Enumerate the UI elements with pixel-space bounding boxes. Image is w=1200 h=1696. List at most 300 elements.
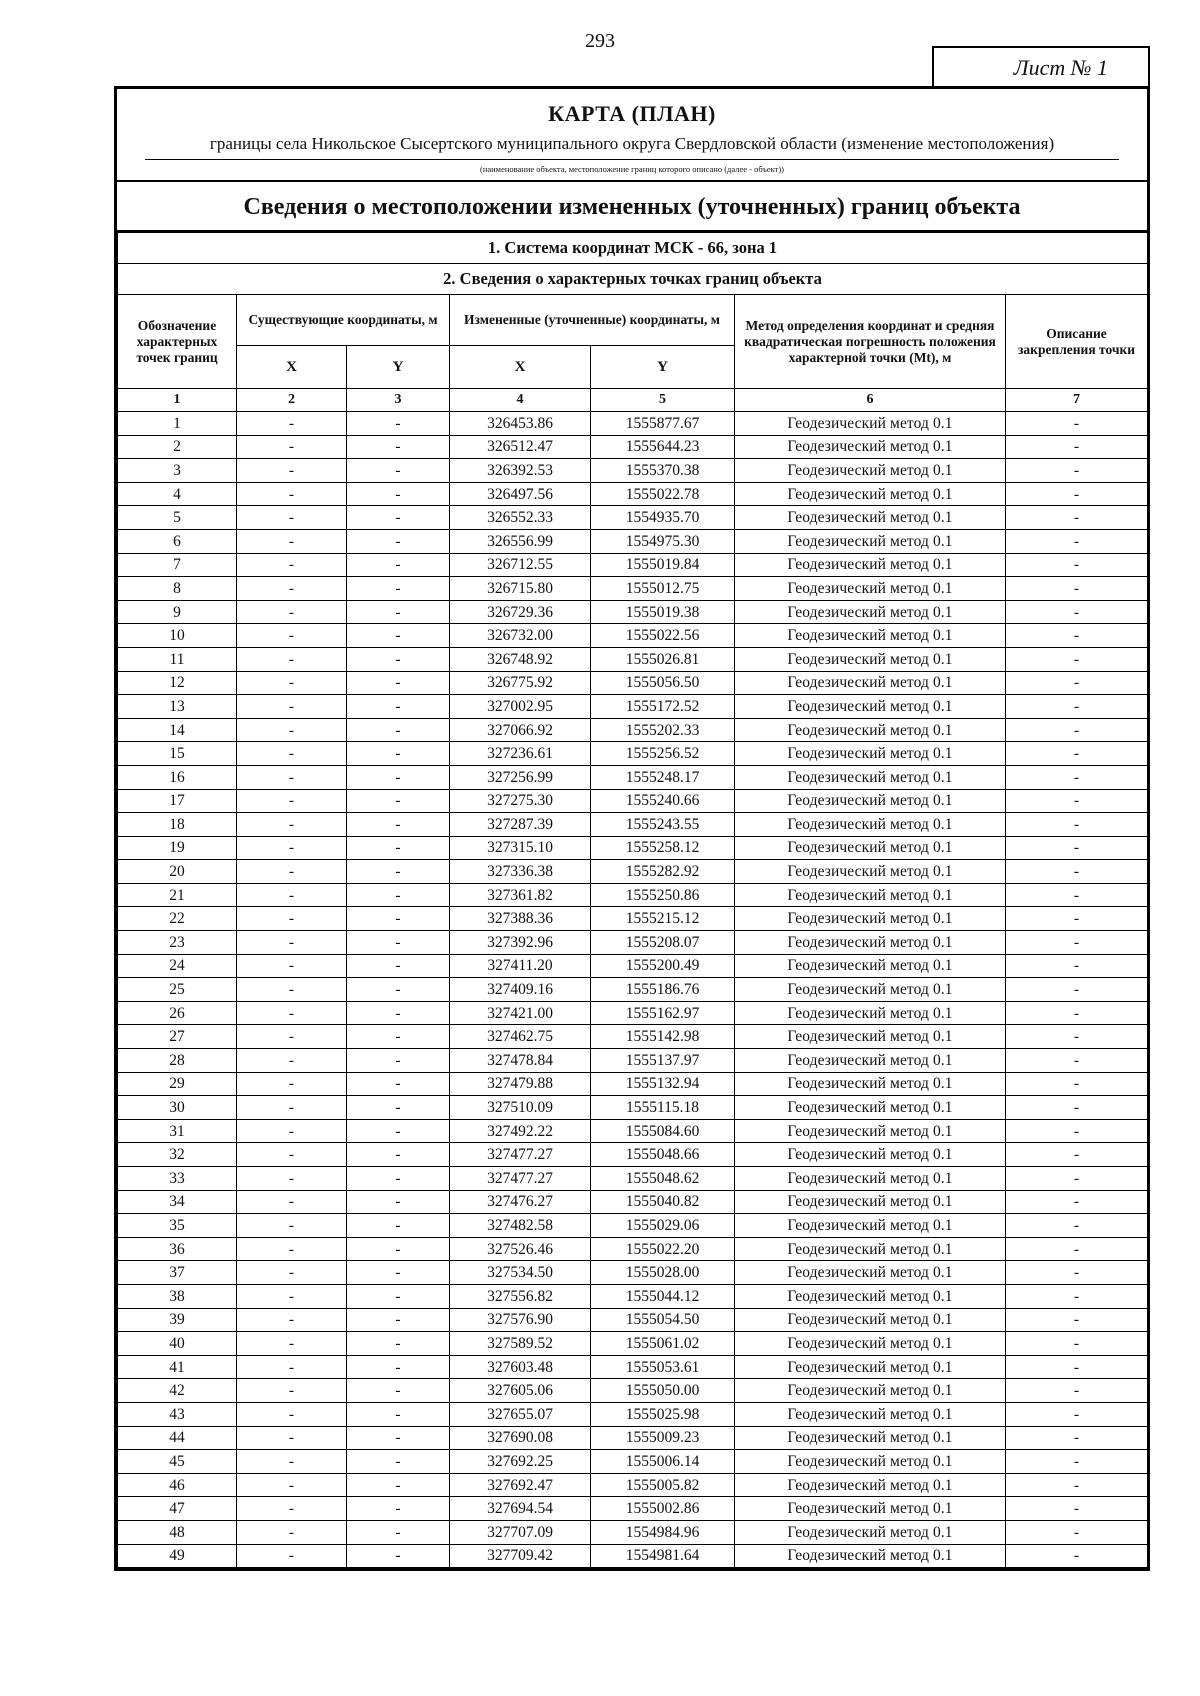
cell-existing-y: -	[347, 647, 450, 671]
cell-updated-y: 1554984.96	[591, 1520, 735, 1544]
cell-existing-x: -	[237, 412, 347, 436]
cell-point-number: 19	[118, 836, 237, 860]
cell-existing-y: -	[347, 412, 450, 436]
cell-updated-y: 1555028.00	[591, 1261, 735, 1285]
cell-fixing-description: -	[1006, 1237, 1148, 1261]
cell-method: Геодезический метод 0.1	[735, 883, 1006, 907]
page-number: 293	[585, 30, 615, 52]
cell-point-number: 11	[118, 647, 237, 671]
cell-existing-x: -	[237, 624, 347, 648]
table-row	[118, 883, 1148, 907]
cell-updated-y: 1555084.60	[591, 1119, 735, 1143]
cell-fixing-description: -	[1006, 813, 1148, 837]
cell-existing-y: -	[347, 482, 450, 506]
cell-method: Геодезический метод 0.1	[735, 624, 1006, 648]
cell-updated-x: 327409.16	[450, 978, 591, 1002]
object-name: границы села Никольское Сысертского муниципального округа Свердловской области (изменение местоположения)	[145, 133, 1119, 160]
cell-method: Геодезический метод 0.1	[735, 1025, 1006, 1049]
table-row	[118, 647, 1148, 671]
cell-updated-x: 327478.84	[450, 1049, 591, 1073]
cell-fixing-description: -	[1006, 1497, 1148, 1521]
cell-updated-y: 1555250.86	[591, 883, 735, 907]
cell-method: Геодезический метод 0.1	[735, 671, 1006, 695]
cell-method: Геодезический метод 0.1	[735, 577, 1006, 601]
table-row	[118, 978, 1148, 1002]
cell-point-number: 8	[118, 577, 237, 601]
cell-fixing-description: -	[1006, 1379, 1148, 1403]
cell-existing-y: -	[347, 954, 450, 978]
cell-method: Геодезический метод 0.1	[735, 435, 1006, 459]
table-row	[118, 1214, 1148, 1238]
cell-existing-y: -	[347, 1072, 450, 1096]
cell-method: Геодезический метод 0.1	[735, 1096, 1006, 1120]
table-row	[118, 600, 1148, 624]
cell-updated-x: 326556.99	[450, 529, 591, 553]
cell-updated-x: 326392.53	[450, 459, 591, 483]
cell-method: Геодезический метод 0.1	[735, 1049, 1006, 1073]
cell-existing-x: -	[237, 1190, 347, 1214]
cell-existing-x: -	[237, 742, 347, 766]
cell-fixing-description: -	[1006, 1049, 1148, 1073]
cell-point-number: 13	[118, 695, 237, 719]
cell-updated-x: 327690.08	[450, 1426, 591, 1450]
col-number-4: 4	[450, 389, 591, 412]
table-row	[118, 1072, 1148, 1096]
cell-point-number: 42	[118, 1379, 237, 1403]
cell-existing-y: -	[347, 553, 450, 577]
cell-point-number: 36	[118, 1237, 237, 1261]
cell-existing-y: -	[347, 624, 450, 648]
cell-point-number: 41	[118, 1355, 237, 1379]
document-frame	[114, 86, 1150, 1568]
cell-existing-x: -	[237, 1096, 347, 1120]
cell-updated-y: 1555025.98	[591, 1402, 735, 1426]
cell-updated-x: 327287.39	[450, 813, 591, 837]
cell-existing-y: -	[347, 671, 450, 695]
cell-updated-y: 1555370.38	[591, 459, 735, 483]
cell-updated-y: 1555162.97	[591, 1001, 735, 1025]
cell-fixing-description: -	[1006, 1143, 1148, 1167]
table-row	[118, 1190, 1148, 1214]
cell-updated-y: 1555022.20	[591, 1237, 735, 1261]
cell-fixing-description: -	[1006, 1214, 1148, 1238]
table-row	[118, 1284, 1148, 1308]
table-row	[118, 813, 1148, 837]
table-row	[118, 1308, 1148, 1332]
cell-existing-y: -	[347, 1355, 450, 1379]
cell-method: Геодезический метод 0.1	[735, 459, 1006, 483]
cell-method: Геодезический метод 0.1	[735, 529, 1006, 553]
cell-point-number: 34	[118, 1190, 237, 1214]
cell-updated-x: 327576.90	[450, 1308, 591, 1332]
cell-point-number: 44	[118, 1426, 237, 1450]
cell-updated-x: 327556.82	[450, 1284, 591, 1308]
cell-method: Геодезический метод 0.1	[735, 506, 1006, 530]
cell-method: Геодезический метод 0.1	[735, 1072, 1006, 1096]
cell-updated-y: 1555029.06	[591, 1214, 735, 1238]
cell-existing-x: -	[237, 1473, 347, 1497]
cell-existing-y: -	[347, 529, 450, 553]
cell-existing-x: -	[237, 954, 347, 978]
cell-existing-x: -	[237, 813, 347, 837]
cell-point-number: 14	[118, 718, 237, 742]
cell-method: Геодезический метод 0.1	[735, 600, 1006, 624]
table-row	[118, 506, 1148, 530]
cell-existing-y: -	[347, 1025, 450, 1049]
col-fixing: Описание закрепления точки	[1006, 295, 1148, 389]
cell-updated-x: 327388.36	[450, 907, 591, 931]
table-row	[118, 1001, 1148, 1025]
cell-point-number: 20	[118, 860, 237, 884]
cell-updated-y: 1555208.07	[591, 931, 735, 955]
cell-fixing-description: -	[1006, 718, 1148, 742]
cell-method: Геодезический метод 0.1	[735, 412, 1006, 436]
cell-fixing-description: -	[1006, 459, 1148, 483]
cell-fixing-description: -	[1006, 1544, 1148, 1568]
col-number-1: 1	[118, 389, 237, 412]
cell-existing-x: -	[237, 647, 347, 671]
table-row	[118, 1167, 1148, 1191]
cell-existing-x: -	[237, 1402, 347, 1426]
cell-fixing-description: -	[1006, 600, 1148, 624]
cell-point-number: 26	[118, 1001, 237, 1025]
cell-updated-x: 326748.92	[450, 647, 591, 671]
table-row	[118, 1237, 1148, 1261]
cell-point-number: 45	[118, 1450, 237, 1474]
cell-existing-y: -	[347, 695, 450, 719]
cell-updated-x: 327510.09	[450, 1096, 591, 1120]
cell-point-number: 40	[118, 1332, 237, 1356]
cell-fixing-description: -	[1006, 931, 1148, 955]
cell-existing-x: -	[237, 1308, 347, 1332]
cell-existing-x: -	[237, 1072, 347, 1096]
cell-updated-x: 327479.88	[450, 1072, 591, 1096]
cell-existing-y: -	[347, 978, 450, 1002]
cell-updated-y: 1555644.23	[591, 435, 735, 459]
cell-updated-x: 327315.10	[450, 836, 591, 860]
cell-updated-x: 326453.86	[450, 412, 591, 436]
cell-point-number: 9	[118, 600, 237, 624]
cell-method: Геодезический метод 0.1	[735, 553, 1006, 577]
cell-fixing-description: -	[1006, 1025, 1148, 1049]
cell-fixing-description: -	[1006, 1426, 1148, 1450]
table-row	[118, 954, 1148, 978]
cell-updated-y: 1555137.97	[591, 1049, 735, 1073]
col-number-6: 6	[735, 389, 1006, 412]
cell-point-number: 35	[118, 1214, 237, 1238]
cell-point-number: 30	[118, 1096, 237, 1120]
cell-point-number: 38	[118, 1284, 237, 1308]
table-row	[118, 671, 1148, 695]
cell-existing-x: -	[237, 1119, 347, 1143]
cell-updated-y: 1555172.52	[591, 695, 735, 719]
table-row	[118, 765, 1148, 789]
col-updated-coords: Измененные (уточненные) координаты, м	[450, 295, 735, 346]
cell-existing-x: -	[237, 577, 347, 601]
cell-updated-y: 1555200.49	[591, 954, 735, 978]
table-row	[118, 1450, 1148, 1474]
cell-fixing-description: -	[1006, 647, 1148, 671]
cell-method: Геодезический метод 0.1	[735, 813, 1006, 837]
cell-existing-y: -	[347, 1520, 450, 1544]
cell-updated-y: 1555006.14	[591, 1450, 735, 1474]
cell-fixing-description: -	[1006, 1332, 1148, 1356]
table-row	[118, 577, 1148, 601]
cell-existing-y: -	[347, 1402, 450, 1426]
cell-fixing-description: -	[1006, 671, 1148, 695]
object-caption: (наименование объекта, местоположение границ которого описано (далее - объект))	[479, 164, 785, 174]
cell-method: Геодезический метод 0.1	[735, 1214, 1006, 1238]
cell-updated-y: 1554935.70	[591, 506, 735, 530]
cell-existing-y: -	[347, 931, 450, 955]
cell-existing-y: -	[347, 1214, 450, 1238]
cell-updated-x: 326775.92	[450, 671, 591, 695]
cell-existing-x: -	[237, 883, 347, 907]
table-row	[118, 789, 1148, 813]
cell-updated-y: 1555243.55	[591, 813, 735, 837]
cell-fixing-description: -	[1006, 577, 1148, 601]
cell-point-number: 24	[118, 954, 237, 978]
cell-updated-y: 1555026.81	[591, 647, 735, 671]
cell-fixing-description: -	[1006, 1096, 1148, 1120]
cell-existing-x: -	[237, 1143, 347, 1167]
cell-method: Геодезический метод 0.1	[735, 1450, 1006, 1474]
cell-updated-x: 327482.58	[450, 1214, 591, 1238]
cell-updated-x: 327476.27	[450, 1190, 591, 1214]
cell-point-number: 18	[118, 813, 237, 837]
table-row	[118, 718, 1148, 742]
cell-existing-y: -	[347, 1426, 450, 1450]
table-row	[118, 459, 1148, 483]
cell-existing-y: -	[347, 883, 450, 907]
cell-fixing-description: -	[1006, 765, 1148, 789]
cell-fixing-description: -	[1006, 1072, 1148, 1096]
cell-method: Геодезический метод 0.1	[735, 1473, 1006, 1497]
col-number-3: 3	[347, 389, 450, 412]
cell-existing-x: -	[237, 482, 347, 506]
cell-existing-x: -	[237, 1450, 347, 1474]
table-row	[118, 860, 1148, 884]
cell-fixing-description: -	[1006, 529, 1148, 553]
table-row	[118, 1497, 1148, 1521]
cell-updated-x: 327361.82	[450, 883, 591, 907]
cell-updated-y: 1555282.92	[591, 860, 735, 884]
cell-updated-x: 326715.80	[450, 577, 591, 601]
cell-updated-y: 1555044.12	[591, 1284, 735, 1308]
cell-existing-x: -	[237, 1049, 347, 1073]
cell-point-number: 10	[118, 624, 237, 648]
cell-updated-x: 327655.07	[450, 1402, 591, 1426]
cell-fixing-description: -	[1006, 553, 1148, 577]
cell-fixing-description: -	[1006, 1450, 1148, 1474]
cell-point-number: 5	[118, 506, 237, 530]
cell-method: Геодезический метод 0.1	[735, 860, 1006, 884]
cell-fixing-description: -	[1006, 1119, 1148, 1143]
document-title: КАРТА (ПЛАН)	[548, 101, 716, 126]
table-row	[118, 553, 1148, 577]
coordinates-table	[117, 232, 1148, 1568]
cell-updated-y: 1555256.52	[591, 742, 735, 766]
cell-updated-y: 1555258.12	[591, 836, 735, 860]
col-existing-coords: Существующие координаты, м	[237, 295, 450, 346]
cell-existing-x: -	[237, 765, 347, 789]
cell-existing-y: -	[347, 1379, 450, 1403]
table-row	[118, 529, 1148, 553]
cell-existing-y: -	[347, 742, 450, 766]
cell-existing-x: -	[237, 1001, 347, 1025]
section-title: Сведения о местоположении измененных (уточненных) границ объекта	[117, 182, 1147, 232]
cell-updated-y: 1555202.33	[591, 718, 735, 742]
cell-existing-x: -	[237, 1332, 347, 1356]
cell-existing-x: -	[237, 931, 347, 955]
cell-existing-y: -	[347, 836, 450, 860]
cell-existing-x: -	[237, 1520, 347, 1544]
cell-existing-x: -	[237, 695, 347, 719]
cell-point-number: 31	[118, 1119, 237, 1143]
points-heading: 2. Сведения о характерных точках границ объекта	[118, 264, 1148, 295]
cell-point-number: 39	[118, 1308, 237, 1332]
cell-fixing-description: -	[1006, 1001, 1148, 1025]
col-number-7: 7	[1006, 389, 1148, 412]
cell-existing-x: -	[237, 1426, 347, 1450]
cell-updated-y: 1554981.64	[591, 1544, 735, 1568]
cell-fixing-description: -	[1006, 1520, 1148, 1544]
cell-point-number: 25	[118, 978, 237, 1002]
table-row	[118, 1426, 1148, 1450]
cell-updated-y: 1555186.76	[591, 978, 735, 1002]
cell-method: Геодезический метод 0.1	[735, 1190, 1006, 1214]
cell-updated-y: 1555012.75	[591, 577, 735, 601]
table-row	[118, 1261, 1148, 1285]
cell-fixing-description: -	[1006, 1308, 1148, 1332]
col-updated-y: Y	[591, 346, 735, 389]
cell-existing-y: -	[347, 1237, 450, 1261]
cell-updated-x: 327477.27	[450, 1143, 591, 1167]
cell-fixing-description: -	[1006, 1284, 1148, 1308]
cell-updated-x: 327462.75	[450, 1025, 591, 1049]
cell-updated-y: 1555019.84	[591, 553, 735, 577]
cell-existing-y: -	[347, 813, 450, 837]
col-number-5: 5	[591, 389, 735, 412]
col-existing-y: Y	[347, 346, 450, 389]
table-row	[118, 742, 1148, 766]
cell-updated-y: 1555142.98	[591, 1025, 735, 1049]
cell-method: Геодезический метод 0.1	[735, 978, 1006, 1002]
cell-point-number: 17	[118, 789, 237, 813]
cell-point-number: 46	[118, 1473, 237, 1497]
cell-updated-y: 1555009.23	[591, 1426, 735, 1450]
cell-point-number: 21	[118, 883, 237, 907]
cell-updated-y: 1555054.50	[591, 1308, 735, 1332]
table-row	[118, 482, 1148, 506]
table-row	[118, 1332, 1148, 1356]
cell-fixing-description: -	[1006, 624, 1148, 648]
cell-point-number: 3	[118, 459, 237, 483]
cell-method: Геодезический метод 0.1	[735, 1520, 1006, 1544]
cell-existing-x: -	[237, 553, 347, 577]
cell-updated-x: 327421.00	[450, 1001, 591, 1025]
cell-point-number: 33	[118, 1167, 237, 1191]
cell-existing-y: -	[347, 459, 450, 483]
cell-method: Геодезический метод 0.1	[735, 647, 1006, 671]
cell-updated-y: 1555215.12	[591, 907, 735, 931]
cell-point-number: 7	[118, 553, 237, 577]
cell-existing-x: -	[237, 1025, 347, 1049]
cell-point-number: 49	[118, 1544, 237, 1568]
table-row	[118, 624, 1148, 648]
cell-updated-x: 326512.47	[450, 435, 591, 459]
cell-existing-y: -	[347, 577, 450, 601]
cell-existing-y: -	[347, 789, 450, 813]
cell-updated-x: 327534.50	[450, 1261, 591, 1285]
cell-existing-x: -	[237, 789, 347, 813]
cell-existing-y: -	[347, 1544, 450, 1568]
cell-existing-y: -	[347, 1284, 450, 1308]
cell-fixing-description: -	[1006, 1355, 1148, 1379]
cell-fixing-description: -	[1006, 1167, 1148, 1191]
cell-point-number: 6	[118, 529, 237, 553]
cell-updated-x: 326732.00	[450, 624, 591, 648]
header-block	[117, 89, 1147, 182]
cell-updated-y: 1555040.82	[591, 1190, 735, 1214]
cell-method: Геодезический метод 0.1	[735, 1167, 1006, 1191]
cell-existing-y: -	[347, 1119, 450, 1143]
cell-fixing-description: -	[1006, 1473, 1148, 1497]
cell-updated-x: 327236.61	[450, 742, 591, 766]
cell-existing-x: -	[237, 718, 347, 742]
cell-updated-x: 326552.33	[450, 506, 591, 530]
col-method: Метод определения координат и средняя квадратическая погрешность положения характерной точки (Mt), м	[735, 295, 1006, 389]
cell-updated-x: 327707.09	[450, 1520, 591, 1544]
cell-updated-x: 327336.38	[450, 860, 591, 884]
cell-method: Геодезический метод 0.1	[735, 1237, 1006, 1261]
cell-method: Геодезический метод 0.1	[735, 907, 1006, 931]
cell-point-number: 43	[118, 1402, 237, 1426]
cell-method: Геодезический метод 0.1	[735, 1261, 1006, 1285]
cell-point-number: 2	[118, 435, 237, 459]
cell-updated-x: 327692.25	[450, 1450, 591, 1474]
cell-updated-y: 1555019.38	[591, 600, 735, 624]
cell-existing-y: -	[347, 1167, 450, 1191]
cell-method: Геодезический метод 0.1	[735, 1497, 1006, 1521]
table-row	[118, 1096, 1148, 1120]
cell-existing-y: -	[347, 907, 450, 931]
table-row	[118, 931, 1148, 955]
table-row	[118, 907, 1148, 931]
cell-point-number: 16	[118, 765, 237, 789]
cell-updated-x: 327589.52	[450, 1332, 591, 1356]
cell-method: Геодезический метод 0.1	[735, 765, 1006, 789]
cell-method: Геодезический метод 0.1	[735, 931, 1006, 955]
cell-updated-x: 327694.54	[450, 1497, 591, 1521]
cell-existing-y: -	[347, 1143, 450, 1167]
cell-existing-x: -	[237, 1379, 347, 1403]
table-row	[118, 1143, 1148, 1167]
cell-existing-y: -	[347, 1450, 450, 1474]
cell-point-number: 23	[118, 931, 237, 955]
table-row	[118, 695, 1148, 719]
cell-updated-y: 1555248.17	[591, 765, 735, 789]
cell-updated-y: 1555115.18	[591, 1096, 735, 1120]
cell-point-number: 4	[118, 482, 237, 506]
cell-updated-x: 326712.55	[450, 553, 591, 577]
cell-point-number: 29	[118, 1072, 237, 1096]
cell-existing-x: -	[237, 1355, 347, 1379]
cell-fixing-description: -	[1006, 742, 1148, 766]
cell-existing-x: -	[237, 435, 347, 459]
cell-updated-x: 327411.20	[450, 954, 591, 978]
cell-method: Геодезический метод 0.1	[735, 1143, 1006, 1167]
